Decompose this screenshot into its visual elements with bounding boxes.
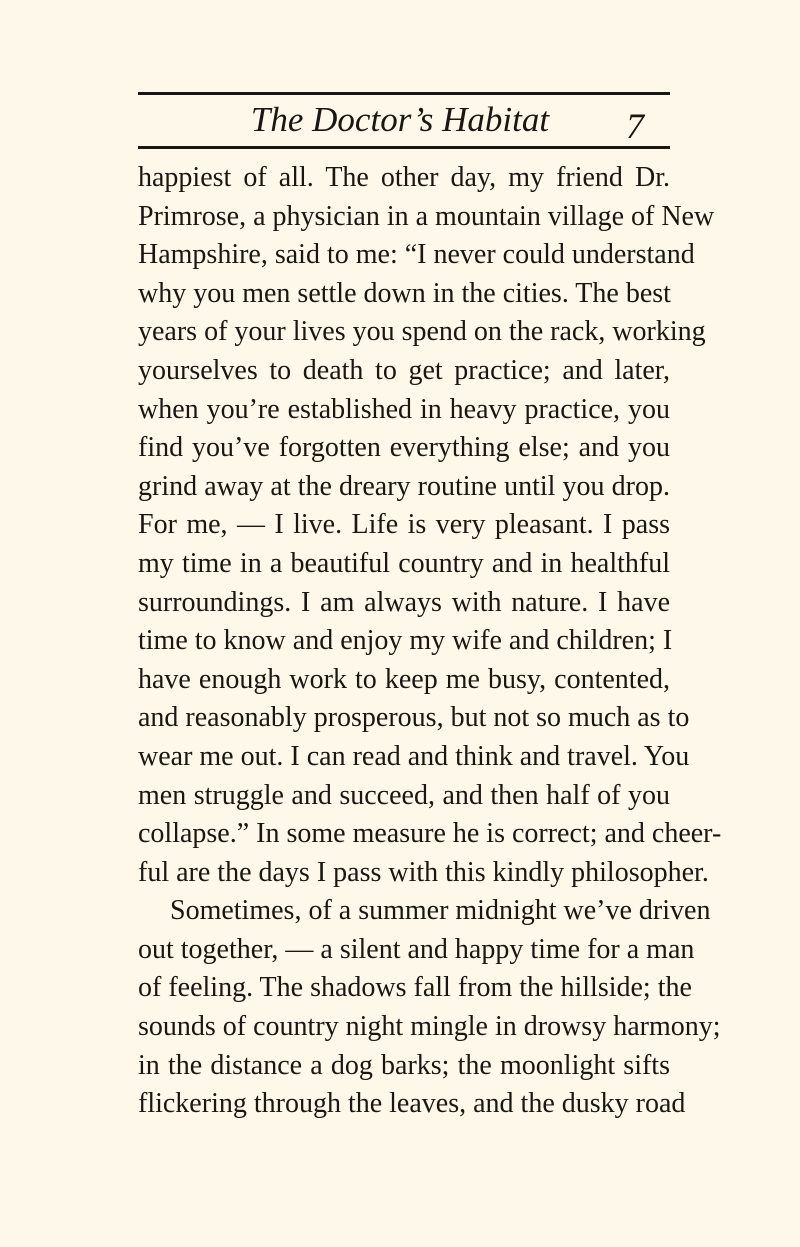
text-line: find you’ve forgotten everything else; and you xyxy=(138,432,670,464)
text-line: Hampshire, said to me: “I never could understand xyxy=(138,239,695,271)
running-head-title: The Doctor’s Habitat xyxy=(250,100,550,139)
text-line: ful are the days I pass with this kindly philosopher. xyxy=(138,856,709,888)
text-line: For me, — I live. Life is very pleasant. I pass xyxy=(138,509,670,541)
text-line: sounds of country night mingle in drowsy harmony; xyxy=(138,1011,721,1043)
text-line: years of your lives you spend on the rack, working xyxy=(138,316,706,348)
text-line: wear me out. I can read and think and travel. You xyxy=(138,740,690,772)
text-line: happiest of all. The other day, my friend Dr. xyxy=(138,162,670,193)
body-text xyxy=(138,159,722,1124)
text-line: yourselves to death to get practice; and later, xyxy=(138,354,670,386)
page-number: 7 xyxy=(626,106,644,146)
text-line: flickering through the leaves, and the dusky road xyxy=(138,1088,686,1120)
text-line: men struggle and succeed, and then half of you xyxy=(138,779,670,811)
text-line: of feeling. The shadows fall from the hillside; the xyxy=(138,972,692,1004)
header-top-rule xyxy=(138,92,670,95)
text-line-paragraph-start: Sometimes, of a summer midnight we’ve driven xyxy=(170,895,711,927)
text-line: surroundings. I am always with nature. I have xyxy=(138,586,670,618)
text-line: my time in a beautiful country and in healthful xyxy=(138,547,670,579)
text-line: have enough work to keep me busy, contented, xyxy=(138,663,670,695)
text-line: why you men settle down in the cities. The best xyxy=(138,277,671,309)
text-line: grind away at the dreary routine until you drop. xyxy=(138,470,670,502)
text-line: collapse.” In some measure he is correct; and cheer- xyxy=(138,818,722,850)
text-line: time to know and enjoy my wife and children; I xyxy=(138,625,673,657)
text-line: Primrose, a physician in a mountain village of New xyxy=(138,200,715,232)
text-line: when you’re established in heavy practice, you xyxy=(138,393,670,425)
text-line: in the distance a dog barks; the moonlight sifts xyxy=(138,1049,670,1081)
header-bottom-rule xyxy=(138,146,670,149)
text-line: out together, — a silent and happy time for a man xyxy=(138,933,695,965)
text-line: and reasonably prosperous, but not so much as to xyxy=(138,702,690,734)
